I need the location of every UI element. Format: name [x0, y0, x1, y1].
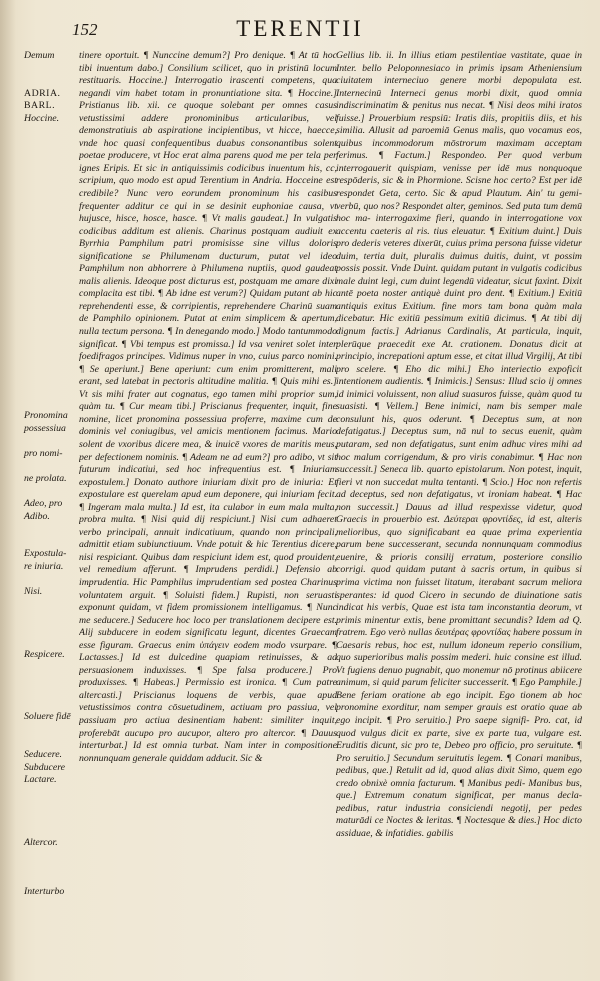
- margin-note: Pronomina: [24, 410, 68, 421]
- running-title: TERENTII: [236, 16, 364, 41]
- margin-note: Interturbo: [24, 886, 65, 897]
- commentary-column-right: [336, 50, 582, 970]
- margin-note: Respicere.: [24, 649, 65, 660]
- commentary-text: Gellius lib. ii. In illius etiam pestilentiae vastitate, quae in Inter. bello Peloponnesiaco in primis ipsam Atheniensium ciuitatem interneciuo genere morbi depopulata est. Internecinū Interneci genus morbi dixit, quod omnia indiscriminatim & penitus nus necat. ¶ Nisi deos mihi iratos fuisse.] Prouerbium respsiū: Iratis diis, propitiis diis, et his similia. Allusit ad paroemiā Genus malis, quo vocamus eos, quibus incommodorum mōstrorum maximam acceptam ferimus. ¶ Factum.] Respondeo. Per quod verbum interrogauerit quispiam, venisse per idē mus nonquoque respōderis, sic & in Phormione. Scisne hoc certo? Est per idē respondet Geta, certo. Sic & apud Plautum. Ain' tu gemi- verbū, quo nos? Respondet alter, geminos. Sed puta tum demū hoc ma- interrogaxime fieri, quando in interrogatione vox accentu caeteris al ris. tius eleuatur. ¶ Exitium duint.] Duis pro dederis veteres dixerūt, cuius prima persona fuisse videtur duim, tertia duit, pluralis duimus duitis, duint, vt possim possis possit. Vnde Duint. quidam putant in vulgatis codicibus male duint legi, cum duint legendū videatur, sicut faxint. Dixit antē poeta noster antiquè duint pro dent. ¶ Exitium.] Exitiū antiquis exitus Exitium. fine mors tam bona quàm mala dicebatur. Hic exitiū pessimum exitiū dicimus. ¶ At tibi dij dignum factis.] Adrianus Cardinalis, At particula, inquit, plerūque praecedit exe At. crationem. Donatus dicit at principio, increpationi aptum esse, et citat illud Virgilij, At tibi pro scelere. ¶ Eho dic mihi.] Eho interiectio expoficit intentionem audientis. ¶ Inimicis.] Sensus: Illud scio ij omnes id inimici voluissent, non aliud suasuros fuisse, quàm quod tu suasisti. ¶ Vellem.] Bene inimici, nam bis semper male consulunt his, quos oderunt. ¶ Deceptus sum, at non defatigatus.] Deceptus sum, nā nul to secus euenit, quàm putaram, sed non defatigatus, sunt enim adhuc vires mihi ad hoc malum corrigendum, & pro viris conabimur. ¶ Hac non successit.] Seneca lib. quarto epistolarum. Non potest, inquit, fieri vt non succedat multa tentanti. ¶ Scio.] Hoc non refertis ad deceptus, sed non defatigatus, vt ironiam habeat. ¶ Hac non successit.] Dauus ad illud respexisse videtur, quod Graecis in prouerbio est. Δεύτεραι φροντίδες, id est, alteris melioribus, quo significabant ea quae prima experientia parum bene successerant, secunda nonnunquam commodius euenire, & prioris consilij erratum, posteriore consilio corrigi. quod quidam putant à sacris ortum, in quibus si prima victima non fuisset litatum, iterabant sacrum meliora sperantes: id quod Cicero in secundo de diuinatione satis indicat his verbis, Quae est ista tam inconstantia deorum, vt primis minentur extis, bene promittant secundis? Idem ad Q. fratrem. Ego verò nullas δευτέρας φροντίδας habere possum in Caesaris rebus, hoc est, nullum idoneum reperio consilium, quo superioribus malis possim mederi. huic consine est illud. Vt fugiens denuo pugnabit, quo monemur nō protinus abiicere animum, si quid parum feliciter successerit. ¶ Ego Pamphile.] Bene feriam oratione ab ego incipit. Ego tionem ab hoc pronomine exorditur, nam semper grauis est oratio quae ab ego incipit. ¶ Pro seruitio.] Pro saepe signifi- Pro. cat, id quod vulgus dicit ex parte, sive ex parte tua, vulgare est. Eruditis dicunt, sic pro te, Debeo pro officio, pro seruitute. ¶ Pro seruitio.] Secundum seruitutis legem. ¶ Conari manibus, pedibus, que.] Retulit ad id, quod alias dixit Simo, quem ego credo obnixè omnia facturum. ¶ Manibus pedi- Manibus bus, que.] Extremum conatum significat, per manus decla- pedibus, ratur industria consiciendi negotij, per pedes maturādi ce Noctes & leritas. ¶ Noctesque & dies.] Hoc dicto assiduae, & infatidies. gabilis: [336, 50, 582, 839]
- page-number: 152: [72, 20, 98, 39]
- margin-note: pro nomi-: [24, 448, 63, 459]
- margin-note: Expostula-: [24, 548, 67, 559]
- margin-note: ADRIA.: [24, 88, 61, 99]
- margin-note: Lactare.: [24, 774, 57, 785]
- margin-note: Subducere: [24, 762, 65, 773]
- margin-note: ne prolata.: [24, 473, 67, 484]
- gutter-shadow: [0, 0, 16, 981]
- commentary-text: tinere oportuit. ¶ Nunccine demum?] Pro denique. ¶ At tū hoc tibi inuentum dabo.] Consilium scilicet, quo in pristinū locum restituaris. Hoccine.] Interrogatio irascenti competens, qua negandi vim habet totam in pronuntiatione sita. ¶ Hoccine.] Pristianus lib. xii. ce quoque solebant per omnes casus vetustissimi addere pronominibus articularibus, vel demonstratiuis ab aspiratione incipientibus, vt hicce, haecce, vnde hoc quasi confequentibus duabus consonantibus solent poetae producere, vt Hoc erat alma parens quod me per tela per ignes Eripis. Et sic in antiquissimis codicibus inuentum his, cc, scripium, quo modo est apud Terentium in Andria. Hocceine est credibile? Nunc vero eorundem pronominum his casibus frequenter additur ce qui in se desinit euphoniae causa, vt hujusce, hisce, hosce, hasce. ¶ Vt malis gaudeat.] In vulgatis codicibus additum est alienis. Charinus postquam audiuit ex Byrrhia Pamphilum patri promisisse sine villus doloris significatione se Philumenam ducturum, putat vel ideo Pamphilum non abhorrere à Philumena nuptiis, quod gaudeat malis alienis. Ideoque post dicturus est, postquam me amare dixi complacita est tibi. ¶ Ab idne est verum?] Quidam putant ab hic reprehendenti esse, & corripientis, reprehendere Charinū suam de Pamphilo opinionem. Putat at enim simplicem & apertum, nulla tectum persona. ¶ In denegando modo.] Modo tantummodo significat. ¶ Vbi tempus est promissa.] Id vsa veniret solet inter foedifragos principes. Vidimus nuper in vno, cuius parco nomini. ¶ Se aperiunt.] Bene aperiunt: cum enim promitterent, mali erant, sed latebat in pectoris altitudine malitia. ¶ Quis mihi es.] Vt sis mihi frater aut cognatus, ego tamen mihi proprior sum, quàm tu. ¶ Cur meam tibi.] Priscianus frequenter, inquit, fine nomine, licet pronomina possessiua proferre, maxime cum de dominis vel coniugibus, vel amicis mentionem facimus. Mario solent de vxoribus dicere mea, & inuicē vxores de maritis meus, per defectionem nominis. ¶ Adeam ne ad eum?] pro adibo, vt sit futurum indicatiui, sed hoc infrequentius est. ¶ Iniuriam expostulem.] Donato authore iniuriam dixit pro de iniuria: Et expostulare est querelam apud eum deponere, qui iniuriam fecit. ¶ Ingeram mala multa.] Id est, ita culabor in eum mala multa, probra multa. ¶ Nisi quid dij respiciunt.] Nisi cum adhaeret verbo principali, annuit indicatiuum, quando non principali, admittit etiam subiunctiuum. Vnde potuit & hic Terentius dicere, nisi respiciant. Quibus dam respiciunt idem est, quod prouident, vel remedium afferunt. ¶ Imprudens perdidi.] Defensio ab imprudentia. Hic Pamphilus imprudentiam sed postea Charinus voluntatem arguit. ¶ Soluisti fidem.] Rupisti, non seruasti exponunt quidam, vt fidem promissionem intelligamus. ¶ Nunc me seducere.] Seducere hoc loco per translationem decipere est. Alij subducere in eodem significatu legunt, dicentes Graecam esse figuram. Graecus enim ὑπάγειν eodem modo vsurpare. ¶ Lactasses.] Id est dulcedine quapiam retinuisses, & ad persuasionem induxisses. ¶ Spe falsa producere.] Pro produxisses. ¶ Habeas.] Permissio est ironica. ¶ Cum patre altercasti.] Priscianus loquens de verbis, quae apud vetustissimos contra cōsuetudinem, actiuam pro passiua, vel passiuam pro actiua desinentiam habent: similiter inquit, proferebāt aucupo pro aucupor, altero pro altercor. ¶ Dauus interturbat.] Id est omnia turbat. Nam inter in compositione nonnunquam generale quiddam adducit. Sic &: [79, 50, 337, 764]
- margin-note: Demum: [24, 50, 55, 61]
- margin-note: Adibo.: [24, 511, 50, 522]
- margin-notes: [24, 50, 82, 970]
- margin-note: Hoccine.: [24, 113, 60, 124]
- margin-note: Altercor.: [24, 837, 58, 848]
- margin-note: Seducere.: [24, 749, 62, 760]
- margin-note: Nisi.: [24, 586, 43, 597]
- page-header: [0, 16, 600, 44]
- commentary-column-left: [79, 50, 337, 970]
- margin-note: BARL.: [24, 100, 56, 111]
- margin-note: possessiua: [24, 423, 66, 434]
- margin-note: Adeo, pro: [24, 498, 63, 509]
- margin-note: re iniuria.: [24, 561, 64, 572]
- margin-note: Soluere fidē: [24, 711, 71, 722]
